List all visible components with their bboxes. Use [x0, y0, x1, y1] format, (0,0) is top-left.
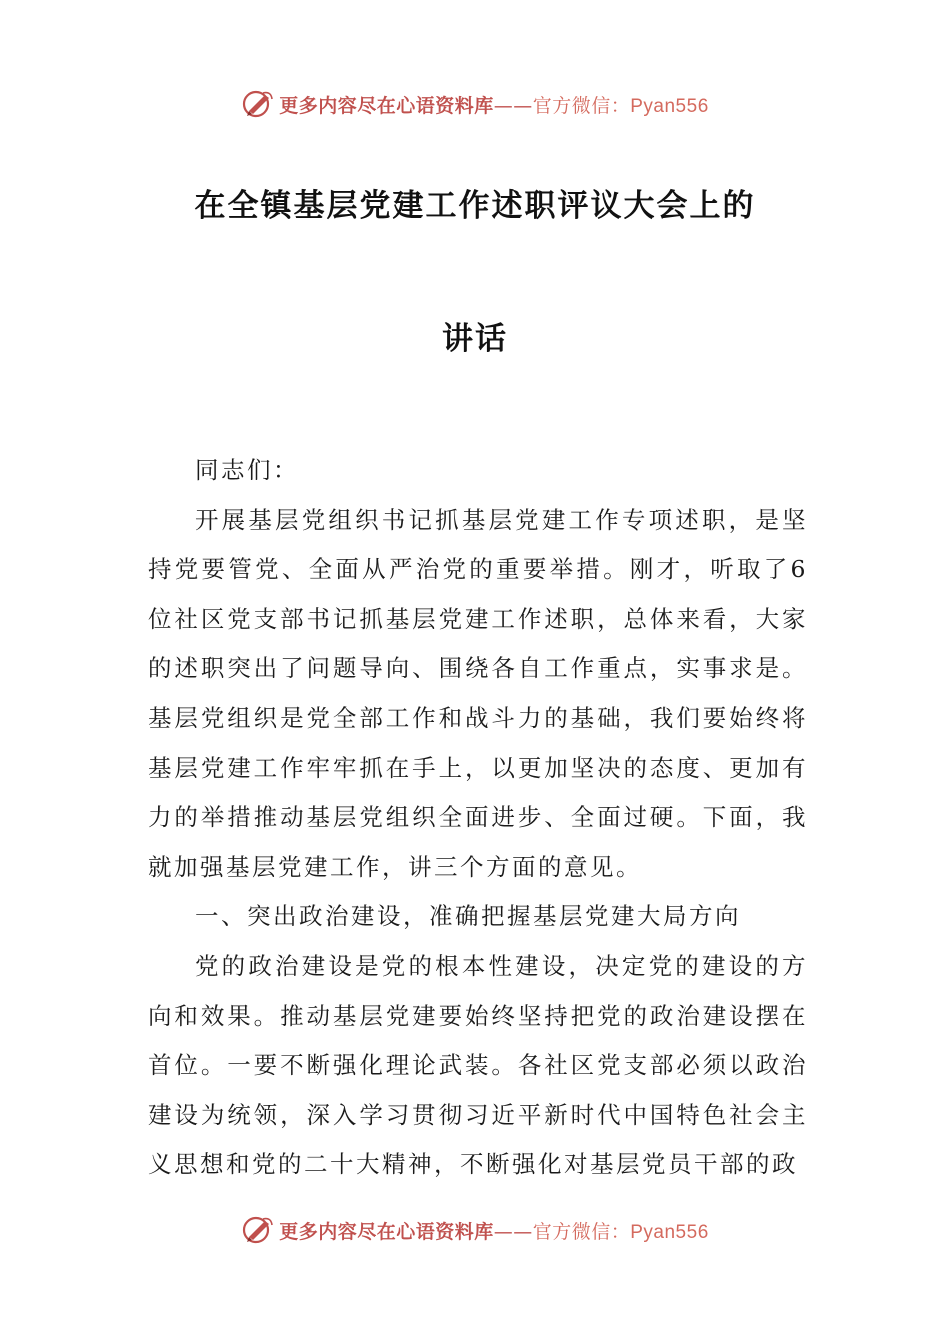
paragraph-2: 党的政治建设是党的根本性建设，决定党的建设的方向和效果。推动基层党建要始终坚持把党的政治建设摆在首位。一要不断强化理论武装。各社区党支部必须以政治建设为统领，深入学习贯彻习近平新时代中国特色社会主义思想和党的二十大精神，不断强化对基层党员干部的政 — [148, 951, 808, 1179]
section-heading-1: 一、突出政治建设，准确把握基层党建大局方向 — [195, 902, 741, 931]
pen-logo-icon — [241, 87, 275, 121]
watermark-brand: 更多内容尽在心语资料库 — [279, 1220, 494, 1243]
footer-watermark-banner — [0, 1208, 950, 1252]
document-title-line1: 在全镇基层党建工作述职评议大会上的 — [194, 188, 756, 224]
watermark-wechat-label: 官方微信： — [532, 94, 631, 117]
watermark-text — [279, 1217, 709, 1244]
greeting: 同志们： — [195, 456, 299, 484]
watermark-wechat-id: Pyan556 — [630, 95, 709, 117]
paragraph-1: 开展基层党组织书记抓基层党建工作专项述职，是坚持党要管党、全面从严治党的重要举措。刚才，听取了6位社区党支部书记抓基层党建工作述职，总体来看，大家的述职突出了问题导向、围绕各自工作重点，实事求是。基层党组织是党全部工作和战斗力的基础，我们要始终将基层党建工作牢牢抓在手上，以更加坚决的态度、更加有力的举措推动基层党组织全面进步、全面过硬。下面，我就加强基层党建工作，讲三个方面的意见。 — [148, 505, 808, 881]
watermark-separator: —— — [493, 1220, 533, 1243]
watermark-brand: 更多内容尽在心语资料库 — [279, 94, 494, 117]
watermark-wechat-id: Pyan556 — [630, 1221, 709, 1243]
document-title-line2: 讲话 — [442, 321, 508, 357]
watermark-wechat-label: 官方微信： — [532, 1220, 631, 1243]
watermark-separator: —— — [493, 94, 533, 117]
watermark-text — [279, 91, 709, 118]
header-watermark-banner — [0, 82, 950, 126]
document-body — [148, 446, 808, 1190]
pen-logo-icon — [241, 1213, 275, 1247]
